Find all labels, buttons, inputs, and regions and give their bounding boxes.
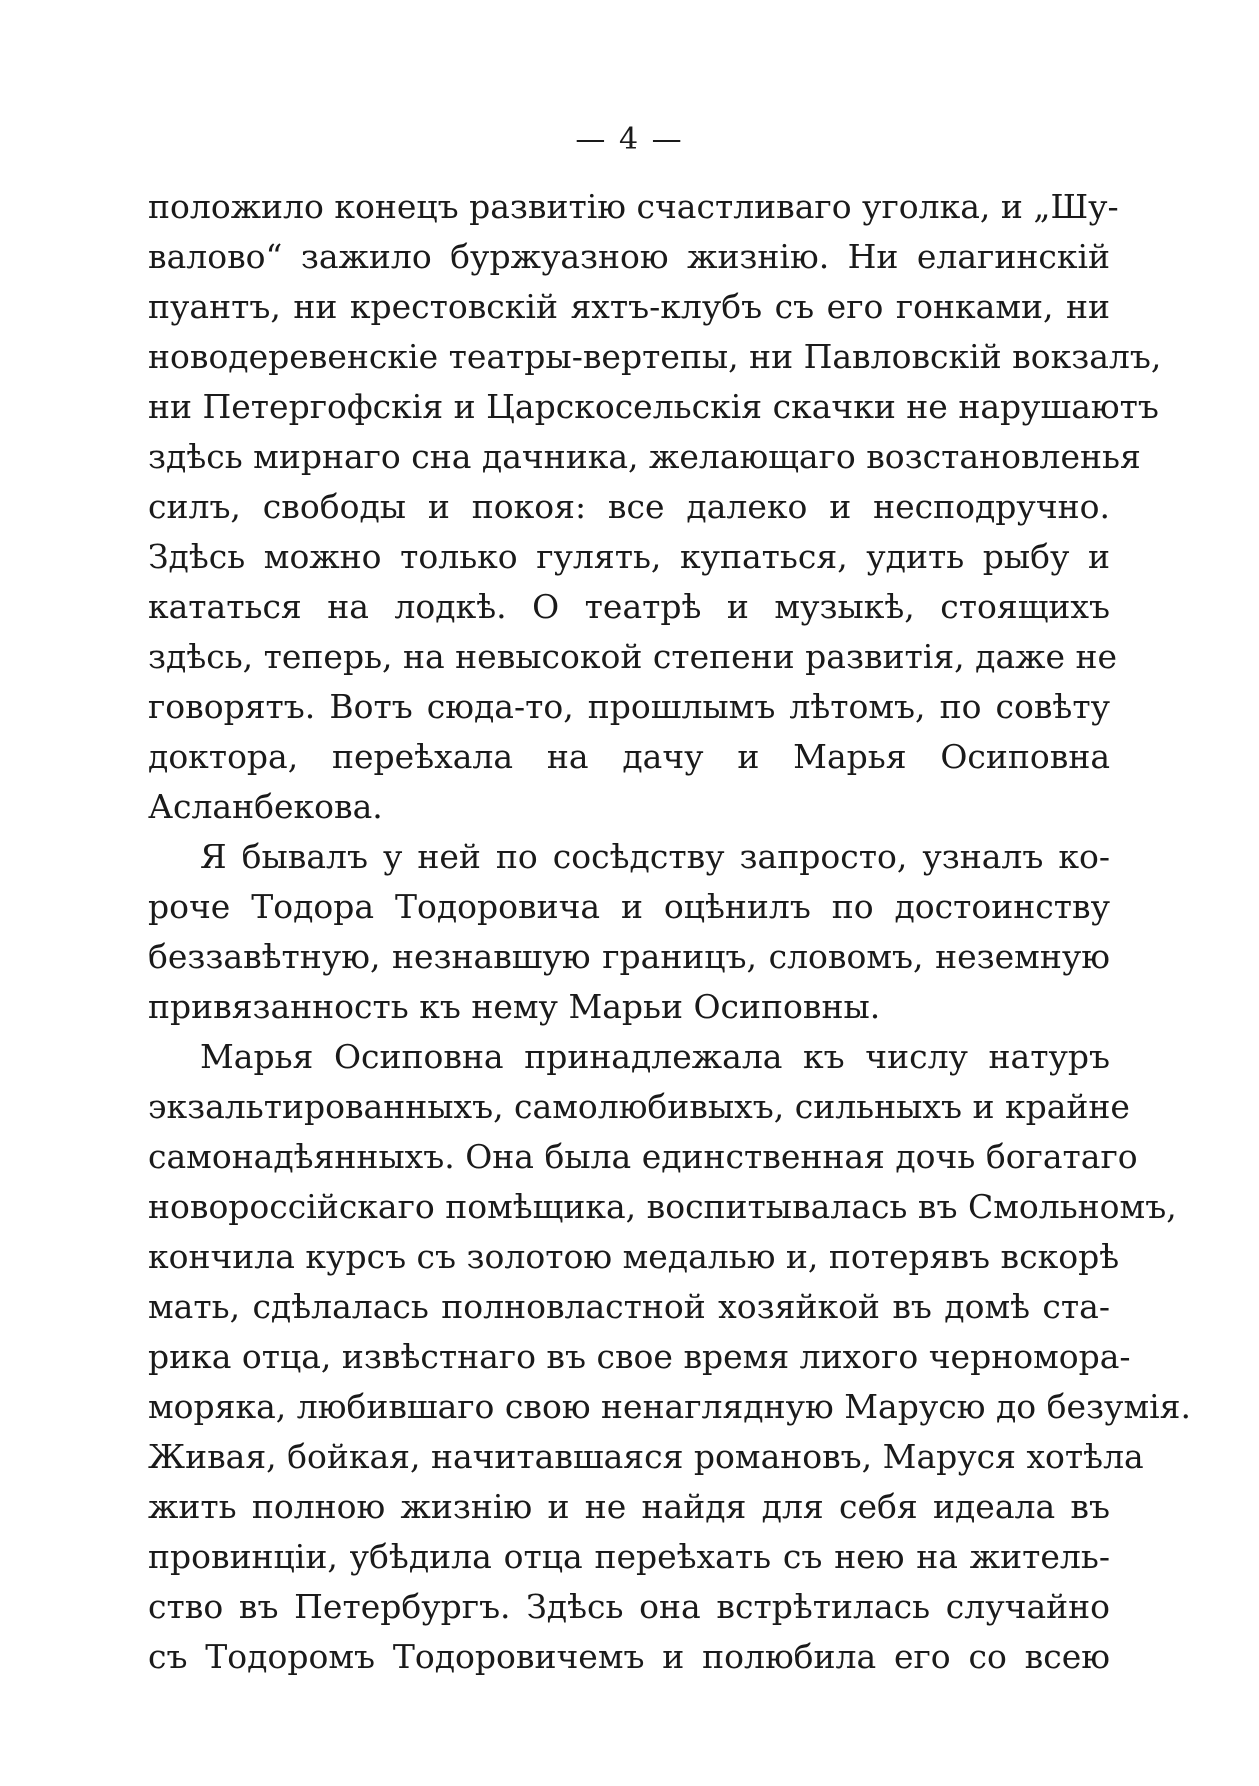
paragraph-3 bbox=[148, 1032, 1191, 1682]
text-line: доктора, переѣхала на дачу и Марья Осиповна bbox=[148, 737, 1110, 776]
text-line: ни Петергофскія и Царскосельскія скачки не нарушаютъ bbox=[148, 387, 1159, 426]
text-line: съ Тодоромъ Тодоровичемъ и полюбила его со всею bbox=[148, 1637, 1110, 1676]
text-line: мать, сдѣлалась полновластной хозяйкой въ домѣ ста- bbox=[148, 1287, 1110, 1326]
body-text bbox=[148, 182, 1191, 1682]
text-line: новороссійскаго помѣщика, воспитывалась въ Смольномъ, bbox=[148, 1187, 1177, 1226]
text-line: положило конецъ развитію счастливаго уголка, и „Шу- bbox=[148, 187, 1119, 226]
text-line: самонадѣянныхъ. Она была единственная дочь богатаго bbox=[148, 1137, 1138, 1176]
text-line: моряка, любившаго свою ненаглядную Марусю до безумія. bbox=[148, 1387, 1191, 1426]
text-line: роче Тодора Тодоровича и оцѣнилъ по достоинству bbox=[148, 887, 1110, 926]
text-line: пуантъ, ни крестовскій яхтъ-клубъ съ его гонками, ни bbox=[148, 287, 1110, 326]
text-line: Я бывалъ у ней по сосѣдству запросто, узналъ ко- bbox=[200, 837, 1110, 876]
text-line: привязанность къ нему Марьи Осиповны. bbox=[148, 987, 881, 1026]
text-line: кончила курсъ съ золотою медалью и, потерявъ вскорѣ bbox=[148, 1237, 1120, 1276]
text-line: говорятъ. Вотъ сюда-то, прошлымъ лѣтомъ, по совѣту bbox=[148, 687, 1110, 726]
text-line: силъ, свободы и покоя: все далеко и несподручно. bbox=[148, 487, 1110, 526]
text-line: Асланбекова. bbox=[148, 787, 383, 826]
paragraph-2 bbox=[148, 832, 1110, 1032]
text-line: новодеревенскіе театры-вертепы, ни Павловскій вокзалъ, bbox=[148, 337, 1162, 376]
text-line: здѣсь мирнаго сна дачника, желающаго возстановленья bbox=[148, 437, 1141, 476]
text-line: экзальтированныхъ, самолюбивыхъ, сильныхъ и крайне bbox=[148, 1087, 1130, 1126]
text-line: Марья Осиповна принадлежала къ числу натуръ bbox=[200, 1037, 1110, 1076]
page-number: — 4 — bbox=[575, 122, 684, 157]
text-line: Здѣсь можно только гулять, купаться, удить рыбу и bbox=[148, 537, 1110, 576]
text-line: беззавѣтную, незнавшую границъ, словомъ, неземную bbox=[148, 937, 1110, 976]
text-line: жить полною жизнію и не найдя для себя идеала въ bbox=[148, 1487, 1110, 1526]
text-line: Живая, бойкая, начитавшаяся романовъ, Маруся хотѣла bbox=[148, 1437, 1144, 1476]
text-line: ство въ Петербургъ. Здѣсь она встрѣтилась случайно bbox=[148, 1587, 1110, 1626]
text-line: кататься на лодкѣ. О театрѣ и музыкѣ, стоящихъ bbox=[148, 587, 1110, 626]
paragraph-1 bbox=[148, 182, 1162, 832]
text-line: валово“ зажило буржуазною жизнію. Ни елагинскій bbox=[148, 237, 1110, 276]
text-line: рика отца, извѣстнаго въ свое время лихого черномора- bbox=[148, 1337, 1131, 1376]
text-line: провинціи, убѣдила отца переѣхать съ нею на житель- bbox=[148, 1537, 1110, 1576]
text-line: здѣсь, теперь, на невысокой степени развитія, даже не bbox=[148, 637, 1118, 676]
